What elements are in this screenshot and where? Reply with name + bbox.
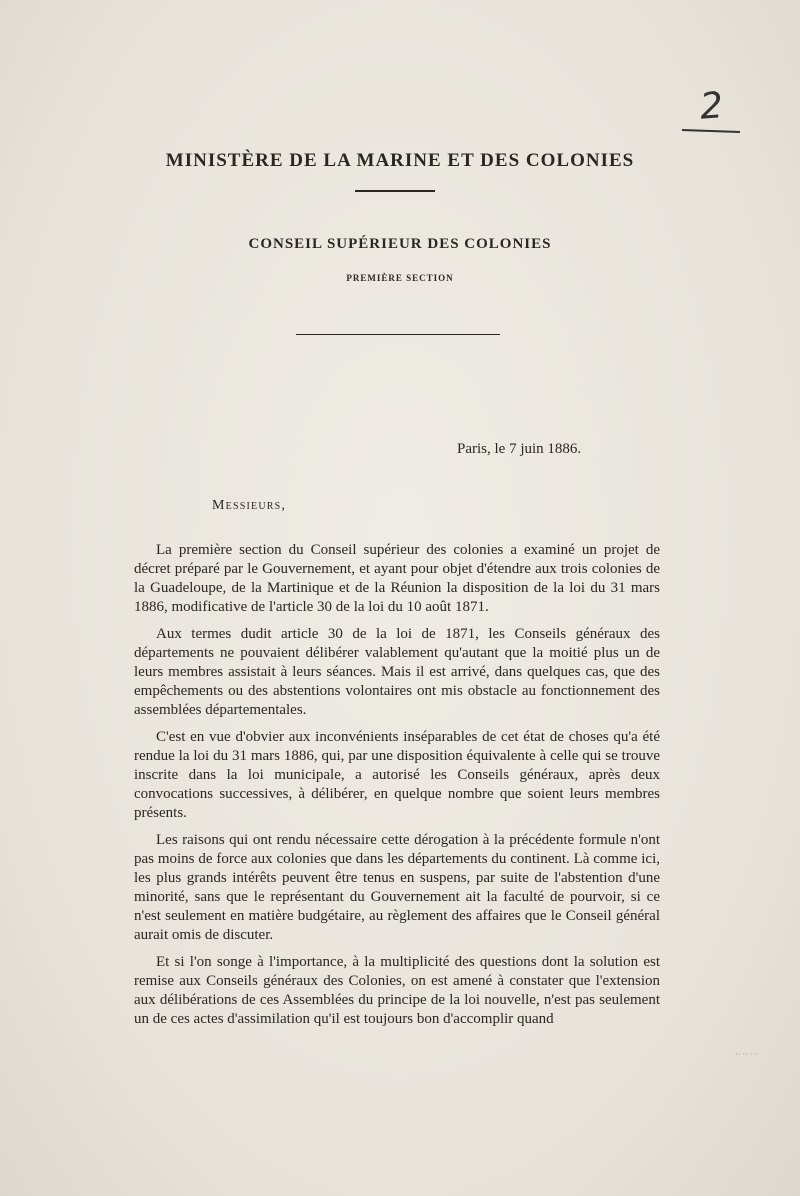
paragraph: Aux termes dudit article 30 de la loi de 1871, les Conseils généraux des départements ne pouvaient délibérer valablement qu'autant que la moitié plus un de leurs membres assistait à leurs séances. Mais il est arrivé, dans quelques cas, que des empêchements ou des abstentions volontaires ont mis obstacle au fonctionnement des assemblées départementales. xyxy=(134,626,660,718)
marginal-dots: ·· ·· · · xyxy=(735,1050,757,1059)
letter-body xyxy=(134,541,660,1037)
section-label: PREMIÈRE SECTION xyxy=(346,273,454,283)
ministry-heading: MINISTÈRE DE LA MARINE ET DES COLONIES xyxy=(165,150,635,171)
paragraph: C'est en vue d'obvier aux inconvénients inséparables de cet état de choses qu'a été rendue la loi du 31 mars 1886, qui, par une disposition équivalente à celle qui se trouve inscrite dans la loi municipale, a autorisé les Conseils généraux, après deux convocations successives, à délibérer, en quelque nombre que soient leurs membres présents. xyxy=(134,729,660,821)
council-heading: CONSEIL SUPÉRIEUR DES COLONIES xyxy=(248,236,552,252)
salutation: Messieurs, xyxy=(212,498,287,513)
heading-divider xyxy=(355,190,435,192)
paragraph: Et si l'on songe à l'importance, à la multiplicité des questions dont la solution est remise aux Conseils généraux des Colonies, on est amené à constater que l'extension aux délibérations de ces Assemblées du principe de la loi nouvelle, n'est pas seulement un de ces actes d'assimilation qu'il est toujours bon d'accomplir quand xyxy=(134,954,660,1027)
handwritten-page-number: 2 xyxy=(698,85,725,128)
page-number-underline xyxy=(682,129,740,133)
date-line: Paris, le 7 juin 1886. xyxy=(457,441,582,457)
paragraph: Les raisons qui ont rendu nécessaire cette dérogation à la précédente formule n'ont pas moins de force aux colonies que dans les départements du continent. Là comme ici, les plus grands intérêts peuvent être tenus en suspens, par suite de l'abstention d'une minorité, sans que le représentant du Gouvernement ait la faculté de pourvoir, si ce n'est seulement en matière budgétaire, au règlement des affaires que le Conseil général aurait omis de discuter. xyxy=(134,832,660,943)
section-divider xyxy=(296,334,500,335)
paragraph: La première section du Conseil supérieur des colonies a examiné un projet de décret préparé par le Gouvernement, et ayant pour objet d'étendre aux trois colonies de la Guadeloupe, de la Martinique et de la Réunion la disposition de la loi du 31 mars 1886, modificative de l'article 30 de la loi du 10 août 1871. xyxy=(134,542,660,615)
